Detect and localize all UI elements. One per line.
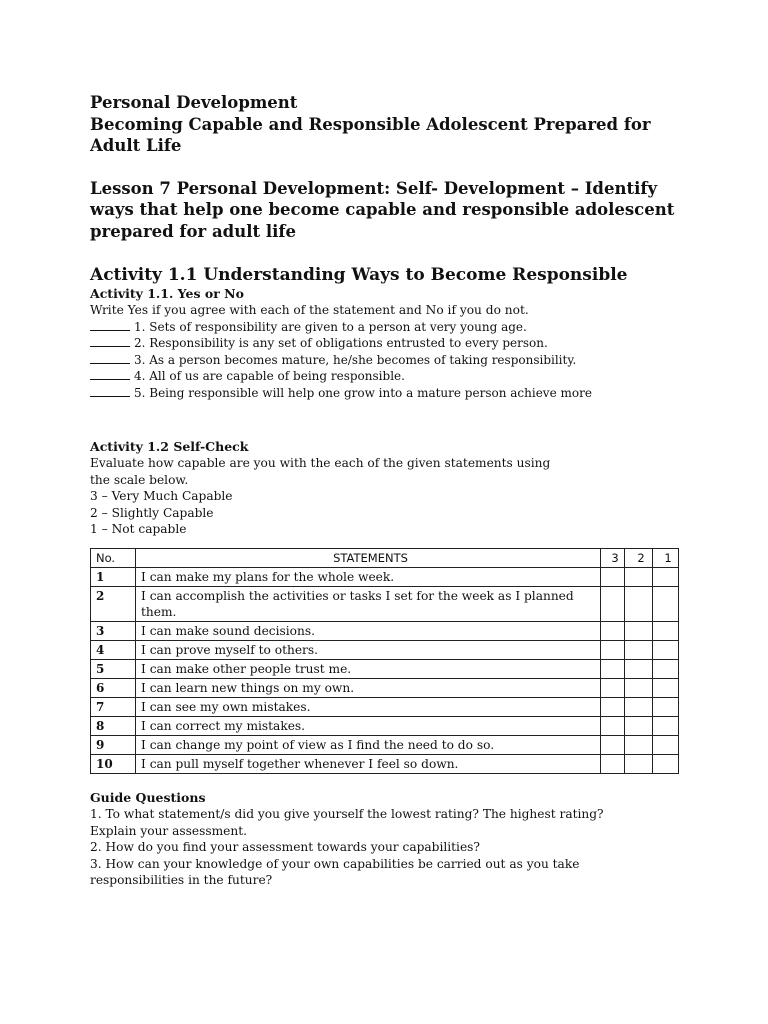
column-header-3: 3 — [601, 548, 625, 567]
row-statement: I can accomplish the activities or tasks I set for the week as I planned them. — [136, 586, 601, 621]
answer-blank[interactable] — [90, 368, 130, 380]
table-header-row — [91, 548, 679, 567]
activity-2-instruction-line-1: Evaluate how capable are you with the each of the given statements using — [90, 456, 551, 471]
scale-item-1: 1 – Not capable — [90, 522, 187, 537]
rating-cell-1[interactable] — [653, 621, 679, 640]
question-1-line-1: 1. To what statement/s did you give yourself the lowest rating? The highest rating? — [90, 806, 604, 821]
statement-text: 2. Responsibility is any set of obligations entrusted to every person. — [134, 336, 548, 351]
question-2: 2. How do you find your assessment towards your capabilities? — [90, 840, 480, 855]
rating-cell-1[interactable] — [653, 735, 679, 754]
rating-cell-3[interactable] — [601, 735, 625, 754]
row-statement: I can make other people trust me. — [136, 659, 601, 678]
row-number: 4 — [91, 640, 136, 659]
table-row — [91, 716, 679, 735]
rating-cell-2[interactable] — [625, 621, 653, 640]
table-row — [91, 659, 679, 678]
row-number: 6 — [91, 678, 136, 697]
table-row — [91, 621, 679, 640]
column-header-2: 2 — [625, 548, 653, 567]
rating-cell-3[interactable] — [601, 640, 625, 659]
rating-cell-3[interactable] — [601, 659, 625, 678]
rating-cell-3[interactable] — [601, 567, 625, 586]
activity-1-instruction: Write Yes if you agree with each of the statement and No if you do not. — [90, 303, 529, 317]
activity-2-section — [90, 439, 690, 774]
rating-cell-1[interactable] — [653, 567, 679, 586]
row-statement: I can correct my mistakes. — [136, 716, 601, 735]
scale-item-3: 3 – Very Much Capable — [90, 489, 233, 504]
list-item — [90, 335, 690, 352]
table-row — [91, 640, 679, 659]
list-item — [90, 319, 690, 336]
row-statement: I can change my point of view as I find the need to do so. — [136, 735, 601, 754]
row-number: 8 — [91, 716, 136, 735]
list-item — [90, 385, 690, 402]
table-row — [91, 735, 679, 754]
row-number: 1 — [91, 567, 136, 586]
rating-cell-2[interactable] — [625, 640, 653, 659]
guide-questions-title: Guide Questions — [90, 789, 206, 805]
rating-cell-2[interactable] — [625, 659, 653, 678]
question-3-line-2: responsibilities in the future? — [90, 873, 273, 888]
row-number: 2 — [91, 586, 136, 621]
answer-blank[interactable] — [90, 335, 130, 347]
row-statement: I can make my plans for the whole week. — [136, 567, 601, 586]
list-item — [90, 368, 690, 385]
statement-text: 5. Being responsible will help one grow into a mature person achieve more — [134, 385, 592, 400]
rating-cell-3[interactable] — [601, 716, 625, 735]
column-header-statements: STATEMENTS — [136, 548, 601, 567]
rating-cell-3[interactable] — [601, 586, 625, 621]
rating-cell-1[interactable] — [653, 678, 679, 697]
lesson-title-line-2: ways that help one become capable and responsible adolescent — [90, 200, 675, 219]
column-header-1: 1 — [653, 548, 679, 567]
rating-cell-2[interactable] — [625, 678, 653, 697]
lesson-title — [90, 178, 690, 243]
scale-item-2: 2 – Slightly Capable — [90, 505, 214, 520]
document-content — [90, 92, 690, 889]
row-statement: I can make sound decisions. — [136, 621, 601, 640]
question-3-line-1: 3. How can your knowledge of your own capabilities be carried out as you take — [90, 856, 580, 871]
module-title-line-1: Becoming Capable and Responsible Adolescent Prepared for — [90, 114, 651, 134]
rating-cell-2[interactable] — [625, 754, 653, 773]
rating-cell-1[interactable] — [653, 716, 679, 735]
rating-cell-2[interactable] — [625, 586, 653, 621]
column-header-no: No. — [91, 548, 136, 567]
activity-2-title: Activity 1.2 Self-Check — [90, 439, 249, 455]
yes-no-list — [90, 319, 690, 402]
rating-cell-1[interactable] — [653, 640, 679, 659]
module-title-line-2: Adult Life — [90, 136, 182, 155]
row-number: 9 — [91, 735, 136, 754]
guide-questions-section — [90, 790, 690, 889]
rating-cell-1[interactable] — [653, 586, 679, 621]
answer-blank[interactable] — [90, 352, 130, 364]
rating-cell-3[interactable] — [601, 697, 625, 716]
rating-cell-1[interactable] — [653, 659, 679, 678]
statement-text: 4. All of us are capable of being responsible. — [134, 369, 405, 384]
row-number: 10 — [91, 754, 136, 773]
table-row — [91, 678, 679, 697]
table-row — [91, 586, 679, 621]
rating-cell-2[interactable] — [625, 735, 653, 754]
rating-cell-3[interactable] — [601, 754, 625, 773]
activity-1-subtitle: Activity 1.1. Yes or No — [90, 286, 244, 301]
activity-1-title: Activity 1.1 Understanding Ways to Become Responsible — [90, 265, 628, 285]
row-statement: I can prove myself to others. — [136, 640, 601, 659]
rating-cell-2[interactable] — [625, 567, 653, 586]
statement-text: 3. As a person becomes mature, he/she becomes of taking responsibility. — [134, 352, 577, 367]
table-row — [91, 697, 679, 716]
table-row — [91, 754, 679, 773]
row-number: 5 — [91, 659, 136, 678]
row-number: 7 — [91, 697, 136, 716]
rating-cell-2[interactable] — [625, 697, 653, 716]
question-1-line-2: Explain your assessment. — [90, 823, 248, 838]
self-check-table — [90, 548, 679, 774]
row-statement: I can pull myself together whenever I feel so down. — [136, 754, 601, 773]
lesson-title-line-3: prepared for adult life — [90, 221, 296, 241]
rating-cell-3[interactable] — [601, 678, 625, 697]
rating-cell-1[interactable] — [653, 754, 679, 773]
row-statement: I can see my own mistakes. — [136, 697, 601, 716]
statement-text: 1. Sets of responsibility are given to a person at very young age. — [134, 319, 527, 334]
rating-cell-3[interactable] — [601, 621, 625, 640]
table-row — [91, 567, 679, 586]
answer-blank[interactable] — [90, 319, 130, 331]
row-number: 3 — [91, 621, 136, 640]
list-item — [90, 352, 690, 369]
lesson-title-line-1: Lesson 7 Personal Development: Self- Development – Identify — [90, 178, 658, 198]
activity-2-instruction-line-2: the scale below. — [90, 472, 189, 487]
rating-cell-2[interactable] — [625, 716, 653, 735]
subject-title: Personal Development — [90, 93, 298, 112]
document-header — [90, 92, 690, 157]
rating-cell-1[interactable] — [653, 697, 679, 716]
row-statement: I can learn new things on my own. — [136, 678, 601, 697]
answer-blank[interactable] — [90, 385, 130, 397]
